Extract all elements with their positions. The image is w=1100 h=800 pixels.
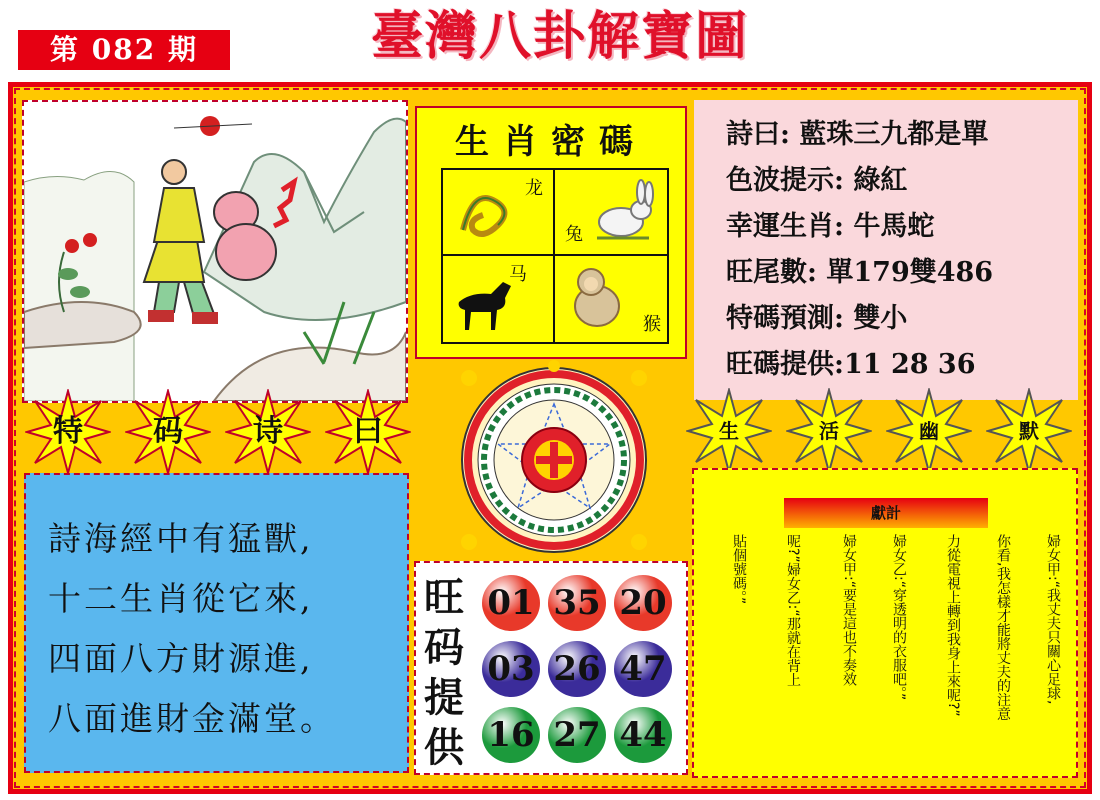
joke-column: 呢?”婦女乙:“那就在背上 [785,534,801,687]
zodiac-label-dragon: 龙 [525,178,543,199]
joke-column: 婦女甲:“要是這也不奏效 [841,534,857,686]
poem-line: 八面進財金滿堂。 [48,699,336,738]
number-ball: 03 [482,641,540,697]
zodiac-label-monkey: 猴 [643,314,661,335]
poem-line: 十二生肖從它來, [48,579,314,618]
joke-column: 你看,我怎樣才能將丈夫的注意 [995,534,1011,721]
zodiac-title: 生肖密碼 [455,122,647,162]
hint-tail-numbers: 旺尾數: 單179雙486 [726,257,994,288]
joke-column: 婦女乙:“穿透明的衣服吧。” [891,534,907,701]
poem-line: 四面八方財源進, [48,639,314,678]
star-badge [786,388,872,474]
hint-panel [694,100,1078,400]
star-label: 生 [719,419,739,443]
dragon-image [453,180,523,250]
zodiac-cell-rabbit [555,170,667,256]
number-ball: 27 [548,707,606,763]
star-badge [25,389,111,475]
monkey-image [567,262,637,332]
joke-column: 力從電視上轉到我身上來呢?” [945,534,961,717]
zodiac-cell-horse [443,256,555,342]
number-ball: 35 [548,575,606,631]
zodiac-label-rabbit: 兔 [565,224,583,245]
hint-poem: 詩曰: 藍珠三九都是單 [726,119,989,150]
zodiac-code-box [415,106,687,359]
star-badge [986,388,1072,474]
star-badge [325,389,411,475]
joke-heading: 獻計 [784,498,988,528]
hint-special-prediction: 特碼預測: 雙小 [726,303,908,334]
hint-lucky-zodiac: 幸運生肖: 牛馬蛇 [726,211,935,242]
poem-panel [24,473,409,773]
joke-column: 婦女甲:“我丈夫只關心足球, [1045,534,1061,705]
poem-line: 詩海經中有猛獸, [48,519,314,558]
star-label: 幽 [919,419,939,443]
number-ball: 47 [614,641,672,697]
number-ball: 44 [614,707,672,763]
scene-illustration [22,100,408,403]
zodiac-cell-monkey [555,256,667,342]
zodiac-cell-dragon [443,170,555,256]
star-label: 特 [53,414,83,449]
hint-hot-numbers: 旺碼提供:11 28 36 [726,349,976,380]
joke-panel [692,468,1078,778]
hint-color-wave: 色波提示: 綠紅 [726,165,908,196]
star-badge [686,388,772,474]
number-ball: 20 [614,575,672,631]
page-title: 臺灣八卦解寶圖 [370,6,749,67]
star-label: 曰 [353,414,383,449]
man-carrying-gourd-image [24,102,406,401]
star-badge [225,389,311,475]
star-label: 活 [819,419,839,443]
number-ball: 01 [482,575,540,631]
star-badge [125,389,211,475]
hot-numbers-panel [414,561,688,775]
star-label: 码 [153,414,183,449]
joke-column: 貼個號碼。” [731,534,747,605]
star-label: 诗 [253,414,283,449]
bagua-wheel-image [447,360,661,560]
zodiac-grid [441,168,669,344]
star-badge [886,388,972,474]
hot-numbers-label: 旺码提供 [424,574,464,771]
number-ball: 16 [482,707,540,763]
zodiac-label-horse: 马 [509,264,527,285]
issue-badge: 第 082 期 [18,30,230,70]
number-ball: 26 [548,641,606,697]
rabbit-image [589,178,659,248]
star-label: 默 [1019,419,1039,443]
